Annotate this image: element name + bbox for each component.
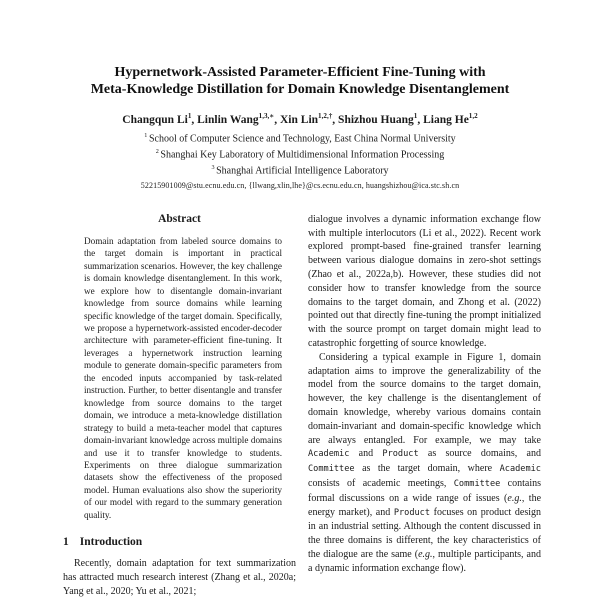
right-column: [308, 213, 541, 599]
section-title: Introduction: [79, 536, 143, 549]
introduction-paragraph: Recently, domain adaptation for text summarization has attracted much research interest (Zhang et al., 2020a; Yang et al., 2020; Yu et al., 2021;: [63, 558, 296, 597]
section-heading-introduction: [63, 536, 296, 548]
author-line: Changqun Li$^1$, Linlin Wang$^{1,3,∗}$, Xin Lin$^{1,2,\dagger}$, Shizhou Huang$^1$, Liang He$^{1,2}$: [122, 112, 478, 126]
paper-title-line1: Hypernetwork-Assisted Parameter-Efficient Fine-Tuning with: [114, 65, 486, 80]
abstract-heading: Abstract: [158, 212, 201, 225]
two-column-body: [63, 213, 541, 599]
affiliation-1: $^1$ School of Computer Science and Technology, East China Normal University: [144, 131, 456, 145]
paper-title-line2: Meta-Knowledge Distillation for Domain Knowledge Disentanglement: [90, 82, 510, 97]
affiliation-2: $^2$ Shanghai Key Laboratory of Multidimensional Information Processing: [155, 148, 445, 161]
abstract-body: Domain adaptation from labeled source domains to the target domain is important in practical summarization scenarios. However, the key challenge is domain knowledge disentanglement. In this work, we explore how to disentangle domain-invariant knowledge from source domains while learning specific knowledge of the target domain. Specifically, we propose a hypernetwork-assisted encoder-decoder architecture with parameter-efficient fine-tuning. It leverages a hypernetwork instruction learning module to generate domain-specific parameters from the encoded inputs accompanied by task-related instruction. Further, to better disentangle and transfer knowledge from source domains to the target domain, we introduce a meta-knowledge distillation strategy to build a meta-teacher model that captures domain-invariant knowledge across multiple domains and use it to transfer knowledge to students. Experiments on three dialogue summarization datasets show the effectiveness of the proposed model. Human evaluations also show the superiority of our model with regard to the summary generation quality.: [84, 235, 282, 520]
section-number: 1: [63, 536, 69, 549]
affiliation-3: $^3$ Shanghai Artificial Intelligence Laboratory: [211, 164, 389, 177]
left-column: [63, 213, 296, 599]
paper-title: [0, 64, 600, 98]
author-emails: 52215901009@stu.ecnu.edu.cn, {llwang,xlin,lhe}@cs.ecnu.edu.cn, huangshizhou@ica.stc.sh.cn: [140, 180, 460, 190]
right-column-paragraph-1: dialogue involves a dynamic information exchange flow with multiple interlocutors (Li et al., 2022). Recent work explored prompt-based fine-grained transfer learning between various dialogue domains in zero-shot settings (Zhao et al., 2022a,b). However, these studies did not consider how to transfer knowledge from the source domains to the target domain, and Zhong et al. (2022) pointed out that directly fine-tuning the prompt initialized with the source prompt on target domain might lead to catastrophic forgetting of source knowledge.: [308, 213, 541, 349]
right-column-paragraph-2: Considering a typical example in Figure 1, domain adaptation aims to improve the generalizability of the model from the source domains to the target domain, however, the key challenge is the disentanglement of domain knowledge, whereby various domains contain domain-invariant and domain-specific knowledge which are always entangled. For example, we may take Academic and Product as source domains, and Committee as the target domain, where Academic consists of academic meetings, Committee contains formal discussions on a wide range of issues (e.g., the energy market), and Product focuses on product design in an industrial setting. Although the content discussed in the three domains is different, the key characteristics of the dialogue are the same (e.g., multiple participants, and a dynamic information exchange flow).: [308, 351, 542, 574]
affiliations: [0, 129, 600, 178]
